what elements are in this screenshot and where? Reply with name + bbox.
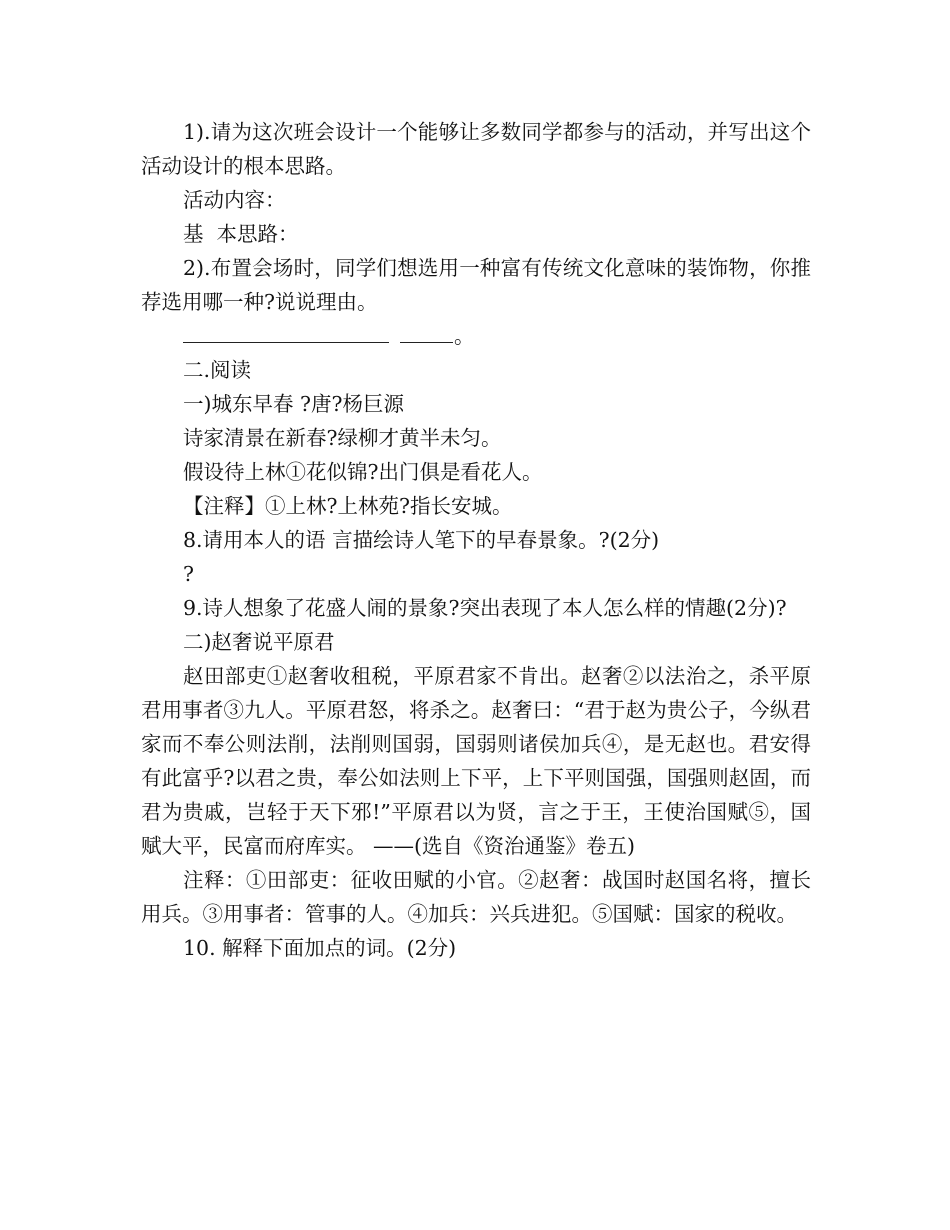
prose-passage: 赵田部吏①赵奢收租税，平原君家不肯出。赵奢②以法治之，杀平原君用事者③九人。平原君怒，将杀之。赵奢曰：“君于赵为贵公子，今纵君家而不奉公则法削，法削则国弱，国弱则诸侯加兵④，是无赵也。君安得有此富乎?以君之贵，奉公如法则上下平，上下平则国强，国强则赵固，而君为贵戚，岂轻于天下邪!”平原君以为贤，言之于王，王使治国赋⑤，国赋大平，民富而府库实。 ——(选自《资治通鉴》卷五) — [141, 664, 811, 858]
answer-blank-period: 。 — [454, 324, 475, 348]
answer-underline-short — [400, 342, 453, 343]
question-1: 1).请为这次班会设计一个能够让多数同学都参与的活动，并写出这个活动设计的根本思路。 — [141, 120, 811, 178]
question-8-answer-mark: ? — [183, 562, 194, 586]
prose-notes: 注释：①田部吏：征收田赋的小官。②赵奢：战国时赵国名将，擅长用兵。③用事者：管事的人。④加兵：兴兵进犯。⑤国赋：国家的税收。 — [141, 868, 811, 926]
question-9: 9.诗人想象了花盛人闹的景象?突出表现了本人怎么样的情趣(2分)? — [183, 596, 787, 620]
question-2: 2).布置会场时，同学们想选用一种富有传统文化意味的装饰物，你推荐选用哪一种?说说理由。 — [141, 256, 811, 314]
poem-line-2: 假设待上林①花似锦?出门俱是看花人。 — [183, 460, 543, 484]
question-10: 10. 解释下面加点的词。(2分) — [183, 936, 457, 960]
poem-title: 一)城东早春 ?唐?杨巨源 — [183, 392, 404, 416]
document-body — [141, 115, 811, 965]
prose-title: 二)赵奢说平原君 — [183, 630, 335, 654]
basic-idea-label: 基 本思路： — [183, 222, 299, 246]
activity-content-label: 活动内容： — [183, 188, 286, 212]
answer-underline-long — [183, 342, 389, 343]
question-8: 8.请用本人的语 言描绘诗人笔下的早春景象。?(2分) — [183, 528, 660, 552]
poem-line-1: 诗家清景在新春?绿柳才黄半未匀。 — [183, 426, 502, 450]
poem-note: 【注释】①上林?上林苑?指长安城。 — [183, 494, 513, 518]
section-reading-heading: 二.阅读 — [183, 358, 252, 382]
answer-blank-line — [141, 319, 811, 353]
